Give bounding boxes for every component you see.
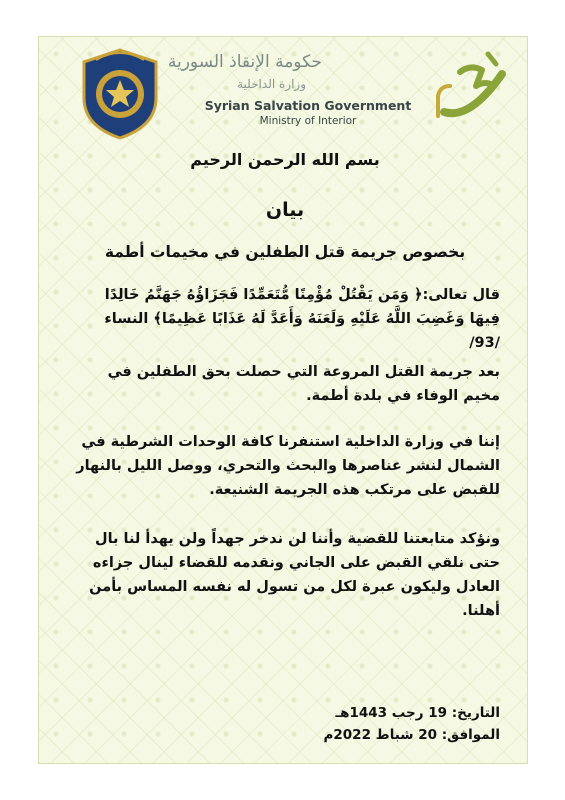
date-hijri: التاريخ: 19 رجب 1443هـ <box>335 705 500 721</box>
date-block <box>70 702 500 746</box>
ministry-name-arabic: وزارة الداخلية <box>237 77 306 91</box>
quran-verse: قال تعالى:﴿ وَمَن يَقْتُلْ مُؤْمِنًا مُّتَعَمِّدًا فَجَزَاؤُهُ جَهَنَّمُ خَالِدًا فِيهَا وَغَضِبَ اللَّهُ عَلَيْهِ وَلَعَنَهُ وَأَعَدَّ لَهُ عَذَابًا عَظِيمًا﴾ النساء /93/ <box>104 287 500 351</box>
letterhead <box>38 36 528 136</box>
document-title: بيان <box>265 199 305 221</box>
government-name-arabic: حكومة الإنقاذ السورية <box>167 52 322 72</box>
ministry-name-english: Ministry of Interior <box>259 115 357 127</box>
paragraph-3: ونؤكد متابعتنا للقضية وأننا لن ندخر جهداً ولن يهدأ لنا بال حتى نلقي القبض على الجاني ونقدمه للقضاء لينال جزاءه العادل وليكون عبرة لكل من تسول له نفسه المساس بأمن أهلنا. <box>89 531 500 619</box>
syria-logo-icon <box>430 46 510 126</box>
date-gregorian: الموافق: 20 شباط 2022م <box>323 727 500 743</box>
basmala: بسم الله الرحمن الرحيم <box>190 150 380 169</box>
paragraph-1: بعد جريمة القتل المروعة التي حصلت بحق الطفلين في مخيم الوفاء في بلدة أطمة. <box>107 364 500 404</box>
paragraph-2: إننا في وزارة الداخلية استنفرنا كافة الوحدات الشرطية في الشمال لنشر عناصرها والبحث والتحري، ووصل الليل بالنهار للقبض على مرتكب هذه الجريمة الشنيعة. <box>76 434 500 498</box>
government-name-english: Syrian Salvation Government <box>204 98 412 113</box>
document-subject: بخصوص جريمة قتل الطفلين في مخيمات أطمة <box>104 243 466 261</box>
